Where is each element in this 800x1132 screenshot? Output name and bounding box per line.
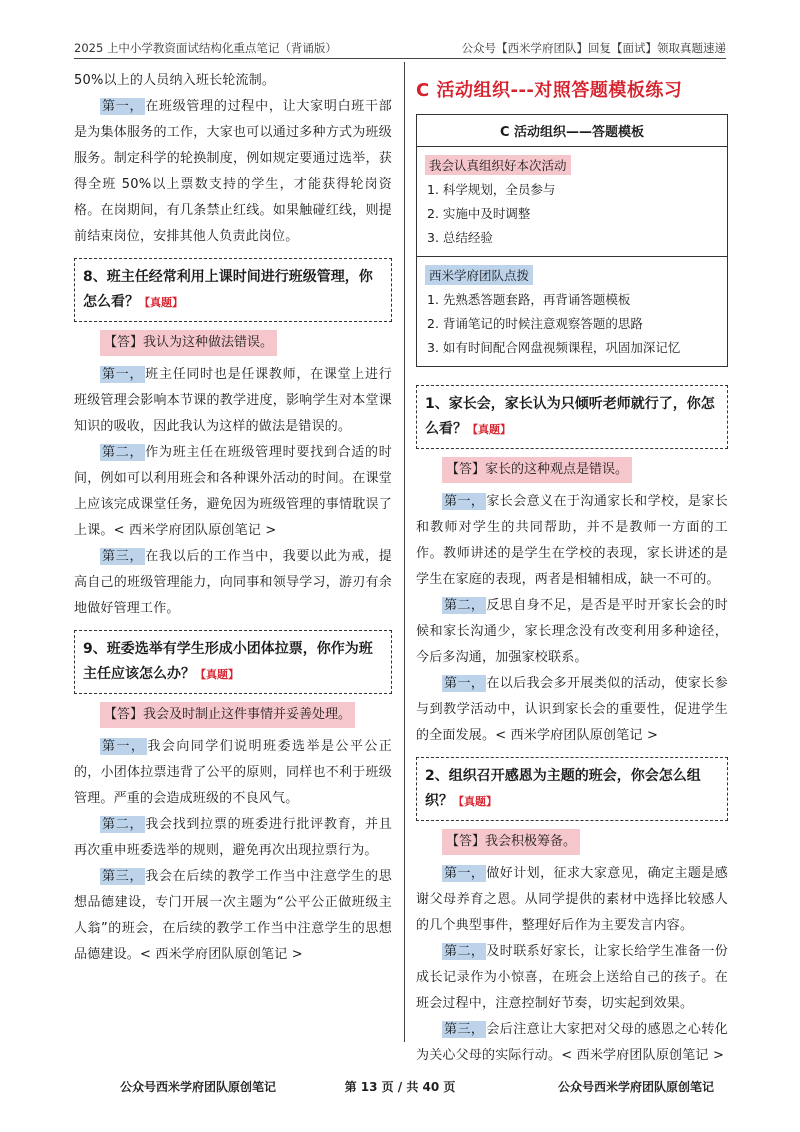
answer-point bbox=[416, 489, 728, 593]
template-title: C 活动组织——答题模板 bbox=[417, 115, 727, 147]
answer-template-box bbox=[416, 114, 728, 367]
point-lead: 第二， bbox=[102, 817, 144, 832]
point-lead: 第三， bbox=[444, 1022, 485, 1037]
point-text: 作为班主任在班级管理时要找到合适的时间，例如可以利用班会和各种课外活动的时间。在课堂上应该完成课堂任务，避免因为班级管理的事情耽误了上课。< 西米学府团队原创笔记 > bbox=[74, 445, 392, 538]
answer-point bbox=[416, 939, 728, 1017]
point-text: 在班级管理的过程中，让大家明白班干部是为集体服务的工作，大家也可以通过多种方式为班级服务。制定科学的轮换制度，例如规定要通过选举，获得全班 50%以上票数支持的学生，才能获得轮岗资格。在岗期间，有几条禁止红线。如果触碰红线，则提前结束岗位，安排其他人负责此岗位。 bbox=[74, 99, 392, 244]
point-lead: 第一， bbox=[444, 676, 485, 691]
template-section-steps bbox=[417, 147, 727, 257]
question-text: 2、组织召开感恩为主题的班会，你会怎么组织？ bbox=[425, 768, 701, 809]
page-header bbox=[74, 36, 726, 58]
page-number: 第 13 页 / 共 40 页 bbox=[344, 1080, 456, 1094]
point-lead: 第三， bbox=[102, 549, 144, 564]
column-divider bbox=[404, 62, 405, 1042]
answer-highlight: 【答】我会及时制止这件事情并妥善处理。 bbox=[100, 702, 355, 728]
point-lead: 第二， bbox=[102, 445, 144, 460]
answer-point bbox=[74, 362, 392, 440]
exam-tag: 【真题】 bbox=[453, 795, 497, 808]
answer-line bbox=[100, 702, 392, 728]
left-column bbox=[74, 68, 392, 968]
point-lead: 第三， bbox=[102, 869, 144, 884]
template-item: 2. 实施中及时调整 bbox=[427, 206, 531, 221]
template-item: 3. 如有时间配合网盘视频课程，巩固加深记忆 bbox=[427, 340, 681, 355]
header-left-text: 2025 上中小学教资面试结构化重点笔记（背诵版） bbox=[74, 41, 337, 55]
answer-highlight: 【答】家长的这种观点是错误。 bbox=[442, 457, 632, 483]
answer-point bbox=[416, 671, 728, 749]
question-box-8 bbox=[74, 258, 392, 322]
point-text: 会后注意让大家把对父母的感恩之心转化为关心父母的实际行动。< 西米学府团队原创笔记 > bbox=[416, 1022, 728, 1063]
answer-point bbox=[74, 544, 392, 622]
answer-highlight: 【答】我会积极筹备。 bbox=[442, 829, 580, 855]
point-text: 我会找到拉票的班委进行批评教育，并且再次重申班委选举的规则，避免再次出现拉票行为。 bbox=[74, 817, 392, 858]
point-lead: 第一， bbox=[102, 99, 144, 114]
point-lead: 第一， bbox=[444, 866, 485, 881]
header-rule bbox=[74, 58, 726, 59]
question-text: 8、班主任经常利用上课时间进行班级管理，你怎么看？ bbox=[83, 269, 373, 310]
exam-tag: 【真题】 bbox=[467, 423, 511, 436]
question-box-9 bbox=[74, 630, 392, 694]
point-text: 做好计划，征求大家意见，确定主题是感谢父母养育之恩。从同学提供的素材中选择比较感人的几个典型事件，整理好后作为主要发言内容。 bbox=[416, 866, 728, 933]
answer-line bbox=[442, 457, 728, 483]
template-item: 1. 科学规划，全员参与 bbox=[427, 182, 556, 197]
point-text: 在以后我会多开展类似的活动，使家长参与到教学活动中，认识到家长会的重要性，促进学生的全面发展。< 西米学府团队原创笔记 > bbox=[416, 676, 728, 743]
intro-paragraph bbox=[74, 94, 392, 250]
section-title: C 活动组织---对照答题模板练习 bbox=[416, 80, 683, 101]
intro-line: 50%以上的人员纳入班长轮流制。 bbox=[74, 73, 276, 88]
template-item: 1. 先熟悉答题套路，再背诵答题模板 bbox=[427, 292, 631, 307]
point-lead: 第一， bbox=[102, 367, 144, 382]
footer-left-text: 公众号西米学府团队原创笔记 bbox=[120, 1080, 277, 1094]
question-text: 1、家长会，家长认为只倾听老师就行了，你怎么看？ bbox=[425, 396, 715, 437]
point-text: 家长会意义在于沟通家长和学校，是家长和教师对学生的共同帮助，并不是教师一方面的工作。教师讲述的是学生在学校的表现，家长讲述的是学生在家庭的表现，两者是相辅相成，缺一不可的。 bbox=[416, 494, 728, 587]
point-text: 及时联系好家长，让家长给学生准备一份成长记录作为小惊喜，在班会上送给自己的孩子。在班会过程中，注意控制好节奏，切实起到效果。 bbox=[416, 944, 728, 1011]
answer-point bbox=[74, 440, 392, 544]
answer-line bbox=[100, 330, 392, 356]
point-text: 班主任同时也是任课教师，在课堂上进行班级管理会影响本节课的教学进度，影响学生对本堂课知识的吸收，因此我认为这样的做法是错误的。 bbox=[74, 367, 392, 434]
template-item: 2. 背诵笔记的时候注意观察答题的思路 bbox=[427, 316, 643, 331]
exam-tag: 【真题】 bbox=[195, 668, 239, 681]
answer-point bbox=[74, 734, 392, 812]
point-lead: 第一， bbox=[102, 739, 146, 754]
template-label: 我会认真组织好本次活动 bbox=[425, 155, 571, 175]
exam-tag: 【真题】 bbox=[139, 296, 183, 309]
point-text: 我会在后续的教学工作当中注意学生的思想品德建设，专门开展一次主题为“公平公正做班级主人翁”的班会，在后续的教学工作当中注意学生的思想品德建设。< 西米学府团队原创笔记 > bbox=[74, 869, 392, 962]
point-lead: 第一， bbox=[444, 494, 485, 509]
template-section-tips bbox=[417, 257, 727, 366]
footer-right-text: 公众号西米学府团队原创笔记 bbox=[557, 1080, 714, 1094]
right-column bbox=[416, 68, 728, 1069]
point-lead: 第二， bbox=[444, 598, 485, 613]
answer-point bbox=[74, 864, 392, 968]
point-text: 在我以后的工作当中，我要以此为戒，提高自己的班级管理能力，向同事和领导学习，游刃有余地做好管理工作。 bbox=[74, 549, 392, 616]
header-right-text: 公众号【西米学府团队】回复【面试】领取真题速递 bbox=[461, 41, 726, 55]
point-lead: 第二， bbox=[444, 944, 485, 959]
answer-line bbox=[442, 829, 728, 855]
point-text: 我会向同学们说明班委选举是公平公正的，小团体拉票违背了公平的原则，同样也不利于班级管理。严重的会造成班级的不良风气。 bbox=[74, 739, 392, 806]
template-item: 3. 总结经验 bbox=[427, 230, 493, 245]
answer-point bbox=[74, 812, 392, 864]
answer-highlight: 【答】我认为这种做法错误。 bbox=[100, 330, 277, 356]
question-text: 9、班委选举有学生形成小团体拉票，你作为班主任应该怎么办？ bbox=[83, 641, 373, 682]
question-box-1 bbox=[416, 385, 728, 449]
answer-point bbox=[416, 861, 728, 939]
point-text: 反思自身不足，是否是平时开家长会的时候和家长沟通少，家长理念没有改变利用多种途径，今后多沟通，加强家校联系。 bbox=[416, 598, 728, 665]
template-label: 西米学府团队点拨 bbox=[425, 265, 533, 285]
answer-point bbox=[416, 1017, 728, 1069]
question-box-2 bbox=[416, 757, 728, 821]
answer-point bbox=[416, 593, 728, 671]
